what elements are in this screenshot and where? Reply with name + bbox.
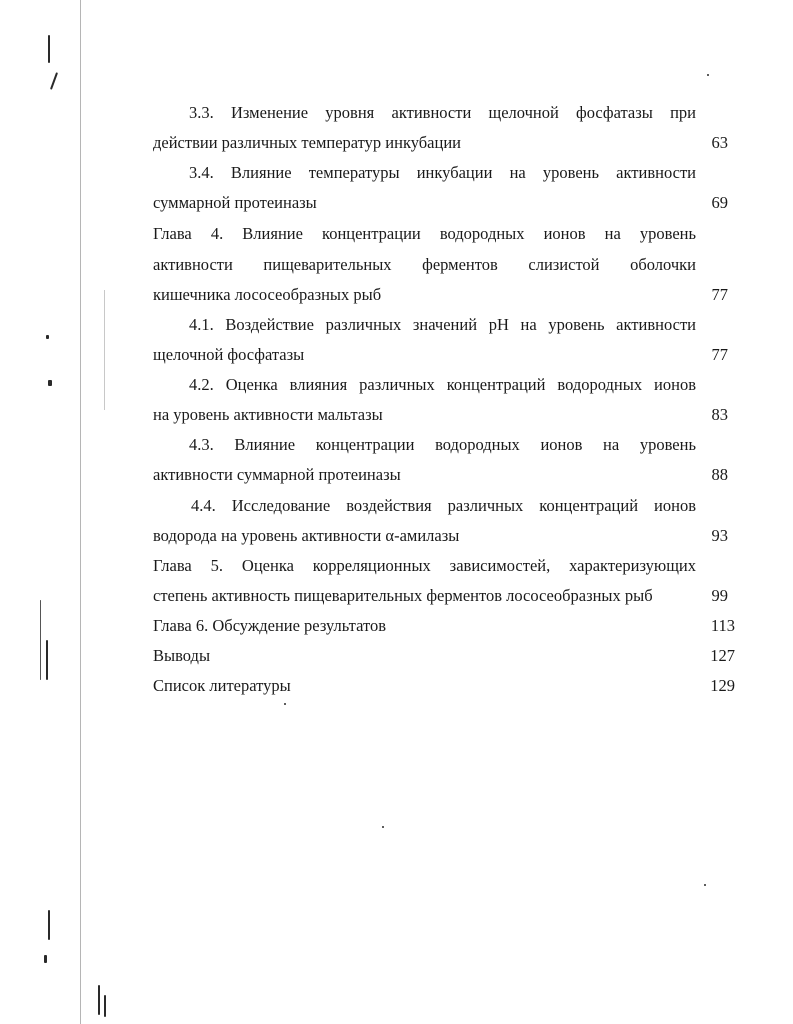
toc-entry-references [153, 673, 696, 699]
binding-edge-line [80, 0, 81, 1024]
scan-speck [284, 703, 286, 705]
toc-page-number: 93 [711, 526, 728, 545]
toc-text: суммарной протеиназы [153, 193, 317, 212]
toc-text: 4.3. Влияние концентрации водородных ионов на уровень [189, 435, 696, 454]
toc-entry-chapter-4-line-1 [153, 221, 696, 247]
toc-text: 4.1. Воздействие различных значений рН на уровень активности [189, 315, 696, 334]
toc-entry-4-4-line-2 [153, 523, 696, 549]
toc-text: 3.3. Изменение уровня активности щелочной фосфатазы при [189, 103, 696, 122]
toc-page-number: 77 [711, 345, 728, 364]
toc-entry-3-3-line-1 [153, 100, 696, 126]
toc-entry-chapter-4-line-2 [153, 252, 696, 278]
scan-speck [46, 640, 48, 680]
toc-text: кишечника лососеобразных рыб [153, 285, 382, 304]
toc-text: Глава 4. Влияние концентрации водородных ионов на уровень [153, 224, 696, 243]
toc-page-number: 99 [711, 586, 728, 605]
toc-entry-3-3-line-2 [153, 130, 696, 156]
toc-page-number: 77 [711, 285, 728, 304]
toc-entry-3-4-line-2 [153, 190, 696, 216]
toc-entry-chapter-4-line-3 [153, 282, 696, 308]
toc-entry-4-3-line-2 [153, 462, 696, 488]
toc-text: Глава 6. Обсуждение результатов [153, 616, 386, 635]
toc-page-number: 69 [711, 193, 728, 212]
scan-speck [48, 35, 50, 63]
toc-text: степень активность пищеварительных ферментов лососеобразных рыб [153, 586, 653, 605]
toc-page-number: 88 [711, 465, 728, 484]
toc-entry-3-4-line-1 [153, 160, 696, 186]
scan-speck [48, 910, 50, 940]
toc-text: водорода на уровень активности α-амилазы [153, 526, 460, 545]
scan-speck [704, 884, 706, 886]
toc-entry-chapter-5-line-2 [153, 583, 696, 609]
toc-page-number: 83 [711, 405, 728, 424]
toc-page-number: 127 [710, 646, 735, 665]
toc-page-number: 129 [710, 676, 735, 695]
scan-speck [50, 72, 58, 90]
toc-entry-4-1-line-1 [153, 312, 696, 338]
toc-text: активности пищеварительных ферментов слизистой оболочки [153, 255, 696, 274]
scan-speck [98, 985, 100, 1015]
scan-speck [46, 335, 49, 339]
toc-text: Глава 5. Оценка корреляционных зависимостей, характеризующих [153, 556, 696, 575]
scan-speck [44, 955, 47, 963]
scan-speck [382, 826, 384, 828]
toc-text: активности суммарной протеиназы [153, 465, 401, 484]
toc-text: щелочной фосфатазы [153, 345, 305, 364]
scan-speck [48, 380, 52, 386]
scan-speck [707, 74, 709, 76]
toc-text: на уровень активности мальтазы [153, 405, 383, 424]
toc-entry-chapter-6 [153, 613, 696, 639]
toc-text: Список литературы [153, 676, 291, 695]
toc-text: 3.4. Влияние температуры инкубации на уровень активности [189, 163, 696, 182]
toc-entry-chapter-5-line-1 [153, 553, 696, 579]
toc-page-number: 63 [711, 133, 728, 152]
scan-speck [40, 600, 41, 680]
toc-text: 4.2. Оценка влияния различных концентраций водородных ионов [189, 375, 696, 394]
toc-entry-4-3-line-1 [153, 432, 696, 458]
toc-text: 4.4. Исследование воздействия различных концентраций ионов [191, 496, 696, 515]
toc-entry-4-4-line-1 [153, 493, 696, 519]
toc-entry-4-2-line-1 [153, 372, 696, 398]
binding-edge-line-secondary [104, 290, 105, 410]
toc-page-number: 113 [710, 616, 735, 635]
toc-text: действии различных температур инкубации [153, 133, 461, 152]
toc-text: Выводы [153, 646, 211, 665]
toc-entry-4-2-line-2 [153, 402, 696, 428]
toc-entry-conclusions [153, 643, 696, 669]
scan-speck [104, 995, 106, 1017]
toc-entry-4-1-line-2 [153, 342, 696, 368]
